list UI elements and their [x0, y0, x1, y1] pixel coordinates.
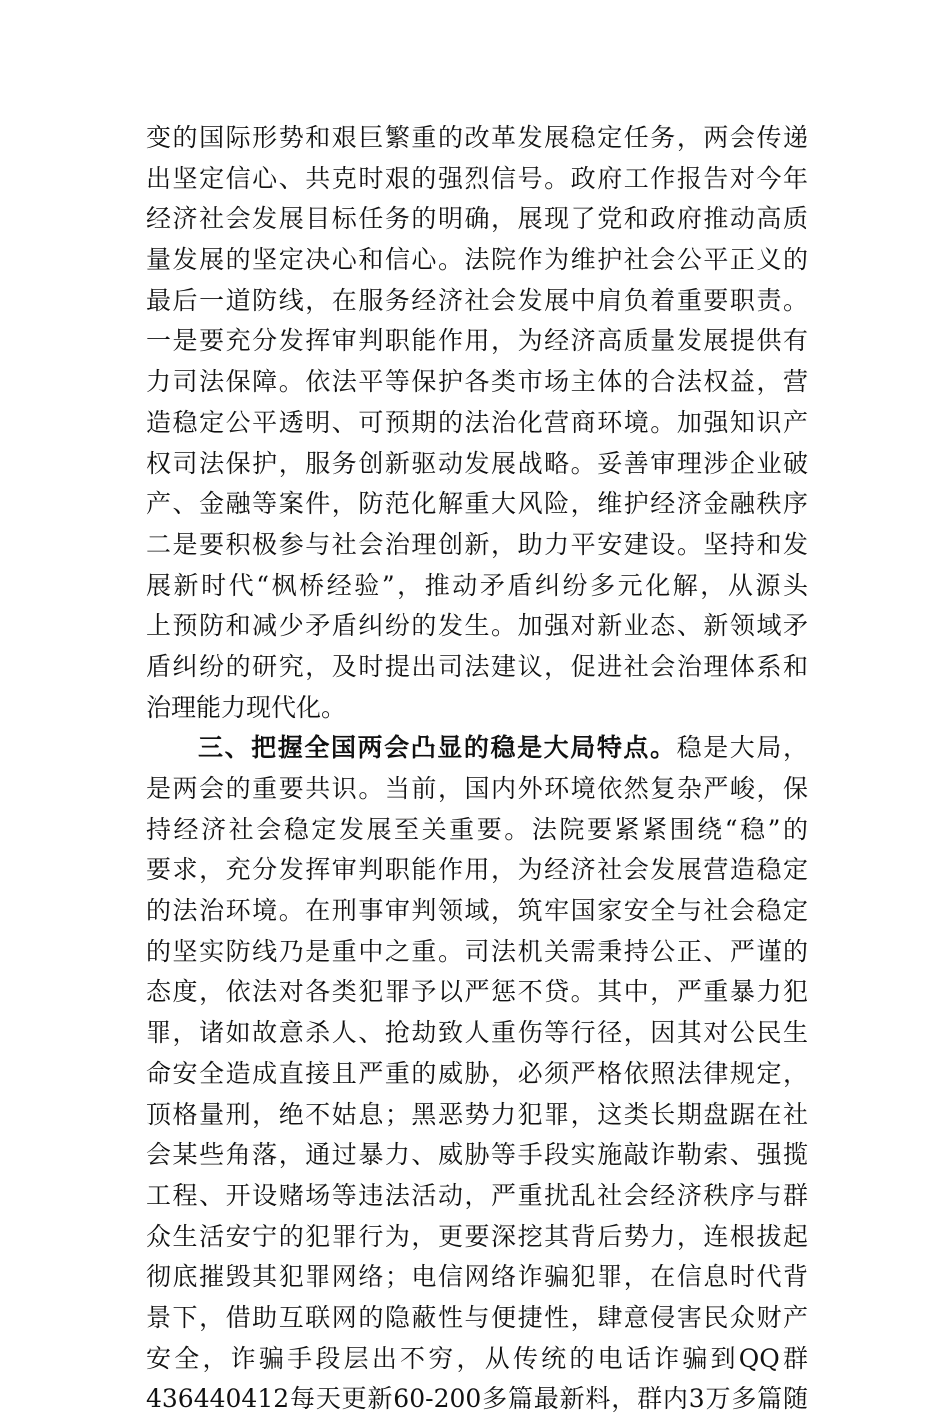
text-line: 众生活安宁的犯罪行为，更要深挖其背后势力，连根拔起	[146, 1221, 808, 1251]
section-3-first-line-text: 稳是大局，	[676, 733, 808, 763]
document-page	[146, 118, 808, 1420]
text-line: 436440412每天更新60-200多篇最新料，群内3万多篇随	[146, 1384, 808, 1414]
text-line: 工程、开设赌场等违法活动，严重扰乱社会经济秩序与群	[146, 1180, 808, 1210]
text-line: 持经济社会稳定发展至关重要。法院要紧紧围绕“稳”的	[146, 814, 808, 844]
text-line: 态度，依法对各类犯罪予以严惩不贷。其中，严重暴力犯	[146, 977, 808, 1007]
text-line: 一是要充分发挥审判职能作用，为经济高质量发展提供有	[146, 326, 808, 356]
text-line: 最后一道防线，在服务经济社会发展中肩负着重要职责。	[146, 285, 808, 315]
text-line: 景下，借助互联网的隐蔽性与便捷性，肆意侵害民众财产	[146, 1302, 808, 1332]
text-line: 治理能力现代化。	[146, 692, 347, 722]
text-line: 顶格量刑，绝不姑息；黑恶势力犯罪，这类长期盘踞在社	[146, 1099, 808, 1129]
text-line: 变的国际形势和艰巨繁重的改革发展稳定任务，两会传递	[146, 123, 808, 152]
text-line: 罪，诸如故意杀人、抢劫致人重伤等行径，因其对公民生	[146, 1018, 808, 1048]
text-line: 量发展的坚定决心和信心。法院作为维护社会公平正义的	[146, 245, 808, 275]
text-line: 会某些角落，通过暴力、威胁等手段实施敲诈勒索、强揽	[146, 1140, 808, 1170]
text-line: 二是要积极参与社会治理创新，助力平安建设。坚持和发	[146, 529, 808, 559]
text-line: 造稳定公平透明、可预期的法治化营商环境。加强知识产	[146, 407, 808, 437]
text-line: 命安全造成直接且严重的威胁，必须严格依照法律规定，	[146, 1058, 808, 1088]
text-line: 的坚实防线乃是重中之重。司法机关需秉持公正、严谨的	[146, 936, 808, 966]
section-3	[146, 728, 808, 1420]
section-3-first-line	[146, 728, 808, 769]
text-line: 安全，诈骗手段层出不穷，从传统的电话诈骗到QQ群	[146, 1343, 808, 1373]
text-line: 彻底摧毁其犯罪网络；电信网络诈骗犯罪，在信息时代背	[146, 1262, 808, 1292]
text-line: 力司法保障。依法平等保护各类市场主体的合法权益，营	[146, 367, 808, 397]
text-line: 的法治环境。在刑事审判领域，筑牢国家安全与社会稳定	[146, 896, 808, 926]
paragraph-1	[146, 118, 808, 728]
text-line: 权司法保护，服务创新驱动发展战略。妥善审理涉企业破	[146, 448, 808, 478]
text-line: 产、金融等案件，防范化解重大风险，维护经济金融秩序	[146, 489, 808, 519]
text-line: 经济社会发展目标任务的明确，展现了党和政府推动高质	[146, 204, 808, 234]
text-line: 是两会的重要共识。当前，国内外环境依然复杂严峻，保	[146, 774, 808, 803]
text-line: 上预防和减少矛盾纠纷的发生。加强对新业态、新领域矛	[146, 611, 808, 641]
text-line: 展新时代“枫桥经验”，推动矛盾纠纷多元化解，从源头	[146, 570, 808, 600]
text-line: 要求，充分发挥审判职能作用，为经济社会发展营造稳定	[146, 855, 808, 885]
text-line: 盾纠纷的研究，及时提出司法建议，促进社会治理体系和	[146, 651, 808, 681]
text-line: 出坚定信心、共克时艰的强烈信号。政府工作报告对今年	[146, 163, 808, 193]
section-3-heading: 三、把握全国两会凸显的稳是大局特点。	[198, 733, 677, 763]
